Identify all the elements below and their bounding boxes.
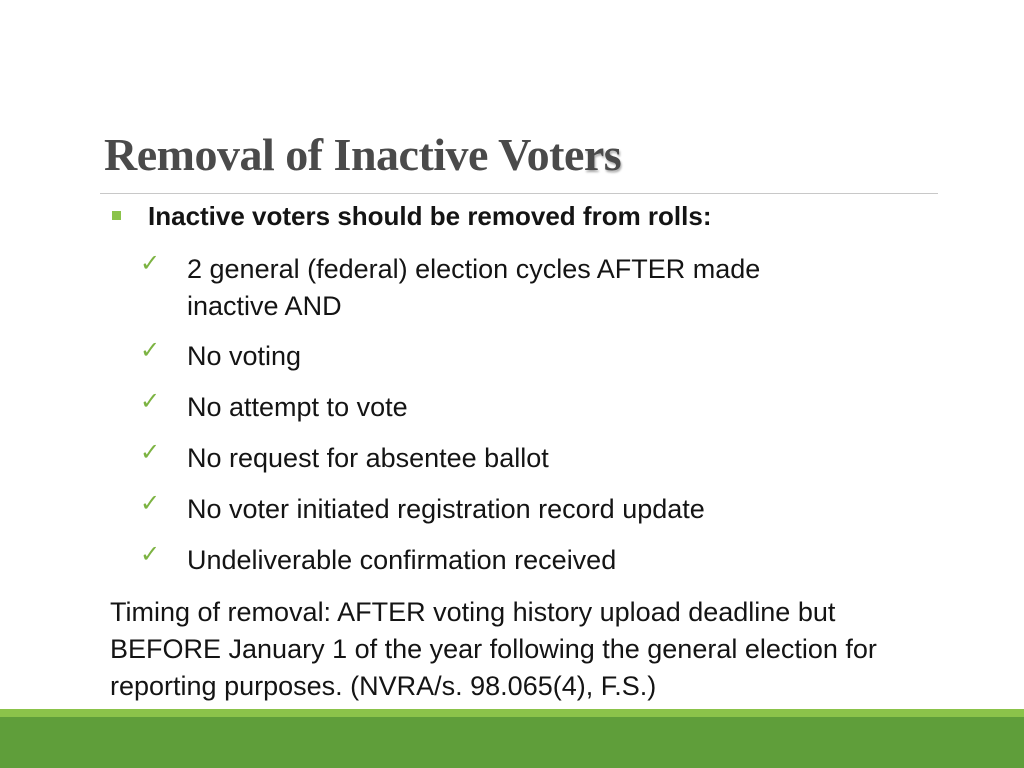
check-icon: ✓ — [140, 438, 161, 466]
slide-title-main: Removal of Inactive Vote — [104, 129, 584, 180]
criteria-text: No voter initiated registration record update — [187, 494, 705, 524]
check-icon: ✓ — [140, 489, 161, 517]
criteria-text: No voting — [187, 341, 302, 371]
timing-note: Timing of removal: AFTER voting history upload deadline but BEFORE January 1 of the year following the general election for reporting purposes. (NVRA/s. 98.065(4), F.S.) — [110, 597, 877, 701]
square-bullet-icon — [112, 211, 121, 220]
footer-bar — [0, 717, 1024, 768]
criteria-text: No request for absentee ballot — [187, 443, 549, 473]
footer-accent-bar — [0, 709, 1024, 717]
lead-bullet-text: Inactive voters should be removed from rolls: — [148, 201, 712, 231]
check-icon: ✓ — [140, 540, 161, 568]
check-icon: ✓ — [140, 249, 161, 277]
check-icon: ✓ — [140, 387, 161, 415]
criteria-text: 2 general (federal) election cycles AFTER made inactive AND — [187, 254, 761, 321]
criteria-text: No attempt to vote — [187, 392, 408, 422]
title-divider — [100, 193, 938, 194]
slide-title-tail: rs — [583, 129, 622, 180]
criteria-text: Undeliverable confirmation received — [187, 545, 617, 575]
check-icon: ✓ — [140, 336, 161, 364]
slide-title — [104, 129, 622, 180]
